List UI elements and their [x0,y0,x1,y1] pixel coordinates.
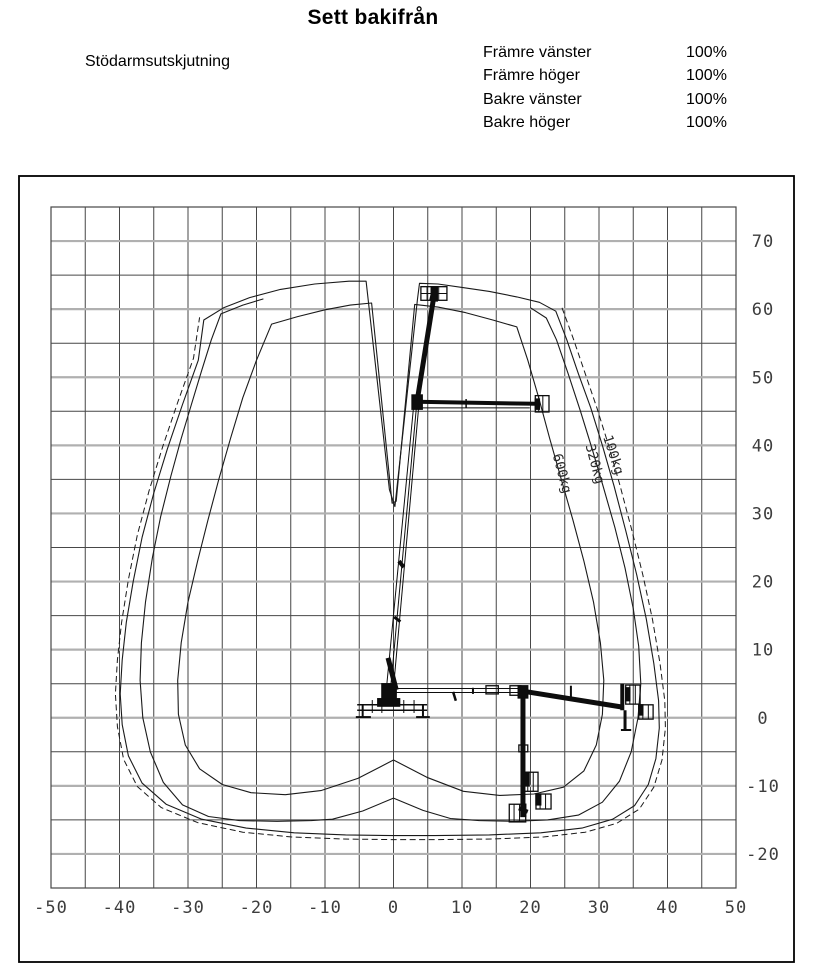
y-tick-label: 20 [751,572,775,593]
x-tick-label: 20 [519,898,542,918]
x-tick-label: 40 [656,898,679,918]
y-tick-label: 10 [751,640,775,661]
y-tick-label: -20 [746,844,780,865]
machine-boom-segment [417,402,536,404]
load-label-320kg: 320kg [581,442,608,486]
outrigger-extension-label: Stödarmsutskjutning [85,53,230,70]
machine-boom-segment [523,691,621,707]
machine-filled-part [626,688,630,701]
x-tick-label: -10 [308,898,342,918]
machine-boom-segment [399,561,404,567]
y-tick-label: 0 [757,708,769,729]
page-title: Sett bakifrån [307,6,439,29]
x-tick-label: -20 [239,898,274,918]
y-tick-label: 50 [751,368,775,389]
machine-filled-part [431,287,437,301]
load-label-100kg: 100kg [599,433,627,477]
x-tick-label: -30 [171,898,205,918]
machine-filled-part [518,686,528,698]
machine-filled-part [521,804,526,816]
outrigger-rear-left-value: 100% [686,91,727,108]
outrigger-front-right-value: 100% [686,67,727,84]
y-tick-label: 40 [751,436,775,457]
y-tick-label: 30 [751,504,775,525]
x-tick-label: -40 [102,898,137,918]
outrigger-rear-left-label: Bakre vänster [483,91,582,108]
x-tick-label: -50 [34,898,68,918]
y-tick-label: 70 [751,232,775,253]
load-label-600kg: 600kg [548,451,575,496]
machine-drawing [356,287,653,822]
outrigger-front-left-label: Främre vänster [483,44,592,61]
envelope-100kg [120,281,659,835]
machine-filled-part [378,699,400,706]
grid [51,207,736,888]
envelope-curves [115,281,665,839]
y-tick-label: -10 [746,776,780,797]
machine-filled-part [639,705,643,715]
y-tick-label: 60 [751,300,775,321]
outrigger-rear-right-value: 100% [686,114,727,131]
outrigger-front-left-value: 100% [686,44,727,61]
axis-tick-labels [34,232,780,918]
x-tick-label: 0 [387,898,400,918]
x-tick-label: 30 [587,898,611,918]
outrigger-front-right-label: Främre höger [483,67,580,84]
x-tick-label: 10 [450,898,474,918]
machine-boom-segment [393,405,419,695]
machine-boom-segment [417,300,433,403]
outrigger-rear-right-label: Bakre höger [483,114,571,131]
machine-filled-part [412,395,422,409]
machine-filled-part [524,772,529,786]
machine-boom-segment [453,692,456,701]
load-labels [549,433,627,495]
x-tick-label: 50 [724,898,748,918]
